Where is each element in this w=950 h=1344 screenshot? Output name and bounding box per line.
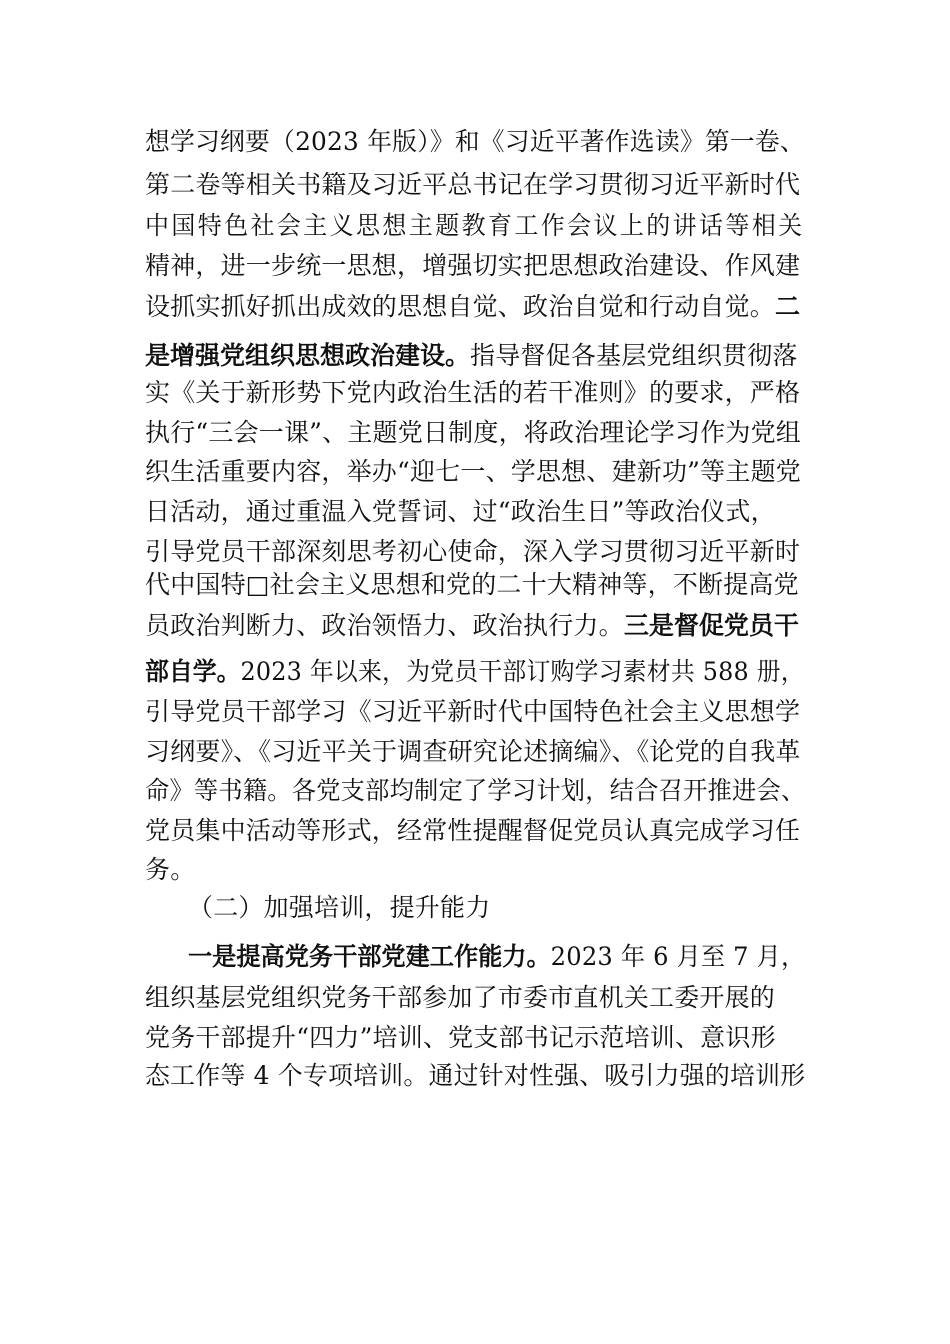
text-segment: 党务干部提升“四力”培训、党支部书记示范培训、意识形 <box>145 1023 776 1052</box>
bold-heading-segment: 一是提高党务干部党建工作能力。 <box>188 942 551 971</box>
body-line-12 <box>145 570 799 600</box>
text-segment: 实《关于新形势下党内政治生活的若干准则》的要求，严格 <box>145 378 801 407</box>
body-line-3 <box>145 211 805 241</box>
text-segment: 党员集中活动等形式，经常性提醒督促党员认真完成学习任 <box>145 816 801 845</box>
body-line-11 <box>145 537 800 567</box>
text-segment: 引导党员干部学习《习近平新时代中国特色社会主义思想学 <box>145 697 801 726</box>
text-segment: 织生活重要内容，举办“迎七一、学思想、建新功”等主题党 <box>145 457 801 486</box>
body-line-5 <box>145 292 800 322</box>
text-segment: 精神，进一步统一思想，增强切实把思想政治建设、作风建 <box>145 251 801 280</box>
text-segment: 2023 年以来，为党员干部订购学习素材共 588 册， <box>240 657 805 686</box>
section-heading <box>188 893 490 923</box>
text-segment: 命》等书籍。各党支部均制定了学习计划，结合召开推进会、 <box>145 776 806 805</box>
text-segment: 日活动，通过重温入党誓词、过“政治生日”等政治仪式， <box>145 497 776 526</box>
bold-heading-segment: 部自学。 <box>145 657 241 686</box>
text-segment: 态工作等 4 个专项培训。通过针对性强、吸引力强的培训形 <box>145 1061 806 1090</box>
body-line-21 <box>188 942 805 972</box>
body-line-6 <box>145 341 798 371</box>
body-line-24 <box>145 1061 805 1091</box>
bold-heading-segment: 是增强党组织思想政治建设。 <box>145 341 471 370</box>
body-line-13 <box>145 611 799 641</box>
body-line-18 <box>145 816 800 846</box>
text-segment: 设抓实抓好抓出成效的思想自觉、政治自觉和行动自觉。 <box>145 292 776 321</box>
body-line-9 <box>145 457 801 487</box>
text-segment: 2023 年 6 月至 7 月， <box>550 942 806 971</box>
body-line-10 <box>145 497 776 527</box>
body-line-19 <box>145 855 195 885</box>
body-line-8 <box>145 418 801 448</box>
text-segment: 执行“三会一课”、主题党日制度，将政治理论学习作为党组 <box>145 418 801 447</box>
bold-heading-segment: 二 <box>775 292 801 321</box>
body-line-14 <box>145 657 805 687</box>
body-line-22 <box>145 983 775 1013</box>
body-line-16 <box>145 737 801 767</box>
text-segment: 中国特色社会主义思想主题教育工作会议上的讲话等相关 <box>145 211 805 240</box>
text-segment: （二）加强培训，提升能力 <box>188 893 491 922</box>
body-line-15 <box>145 697 800 727</box>
text-segment: 员政治判断力、政治领悟力、政治执行力。 <box>145 611 624 640</box>
text-segment: 习纲要》、《习近平关于调查研究论述摘编》、《论党的自我革 <box>145 737 801 766</box>
text-segment: 第二卷等相关书籍及习近平总书记在学习贯彻习近平新时代 <box>145 170 801 199</box>
body-line-2 <box>145 170 800 200</box>
text-segment: 组织基层党组织党务干部参加了市委市直机关工委开展的 <box>145 983 776 1012</box>
body-line-17 <box>145 776 805 806</box>
body-line-4 <box>145 251 800 281</box>
bold-heading-segment: 三是督促党员干 <box>623 611 799 640</box>
text-segment: 想学习纲要（2023 年版）》和《习近平著作选读》第一卷、 <box>145 127 805 156</box>
body-line-1 <box>145 127 805 157</box>
text-segment: 务。 <box>145 855 196 884</box>
body-line-23 <box>145 1023 776 1053</box>
text-segment: 引导党员干部深刻思考初心使命，深入学习贯彻习近平新时 <box>145 537 801 566</box>
body-line-7 <box>145 378 800 408</box>
text-segment: 指导督促各基层党组织贯彻落 <box>470 341 798 370</box>
text-segment: 代中国特□社会主义思想和党的二十大精神等，不断提高党 <box>145 570 799 599</box>
